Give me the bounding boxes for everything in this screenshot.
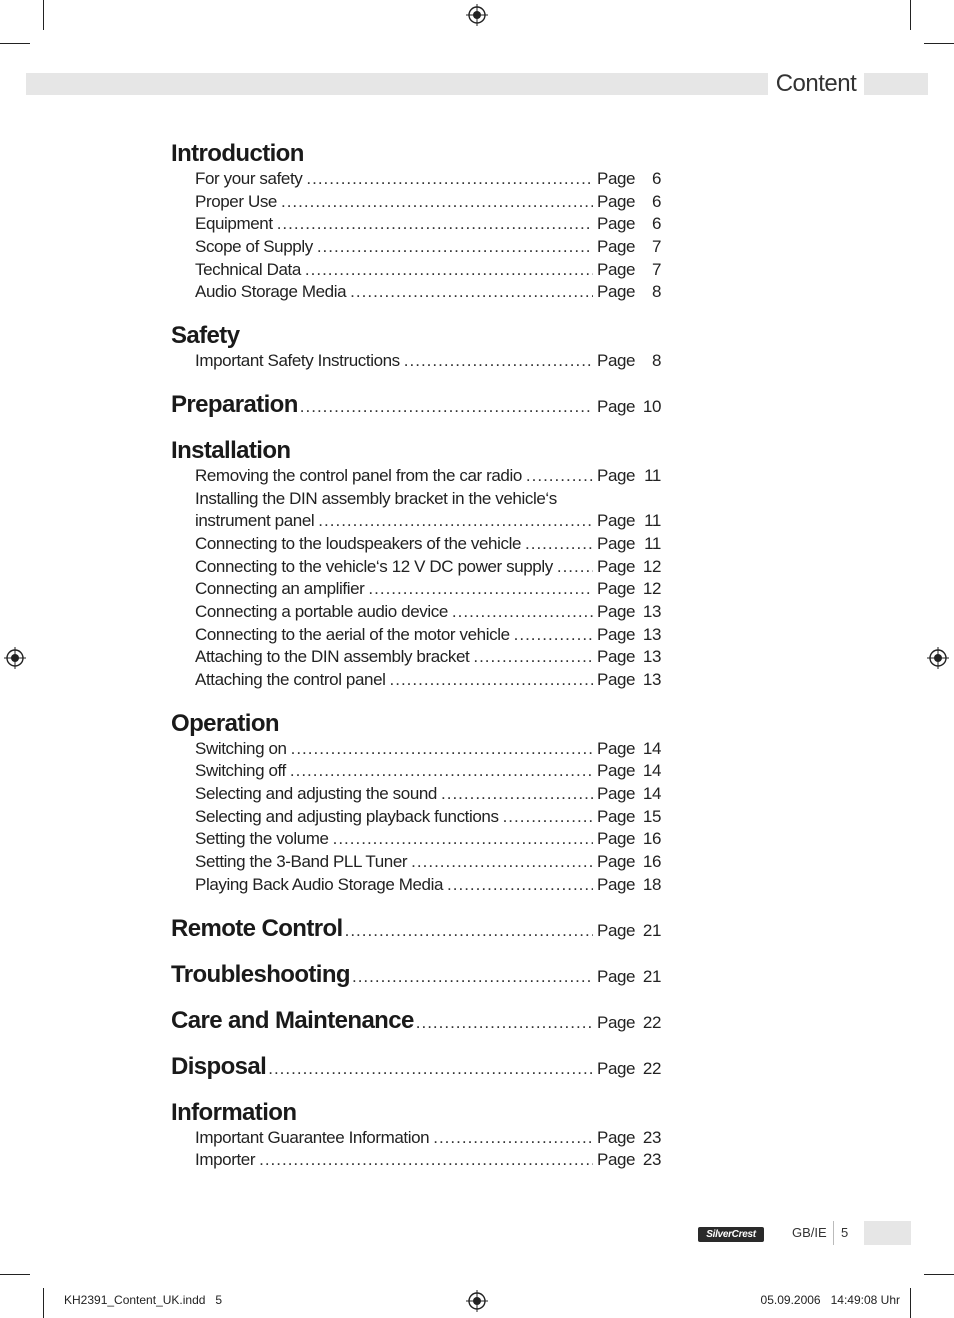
page-word: Page — [597, 601, 636, 621]
header-bar — [26, 73, 768, 95]
page-number: 14 — [642, 784, 661, 804]
toc-entry[interactable] — [171, 191, 661, 214]
toc-entry[interactable] — [171, 851, 661, 874]
toc-entry-label: Attaching the control panel — [195, 670, 386, 689]
section-heading: Installation — [171, 436, 291, 464]
toc-entry[interactable] — [171, 783, 661, 806]
toc-entry[interactable] — [171, 350, 661, 373]
page-word: Page — [597, 533, 636, 553]
leader-dots — [281, 191, 593, 214]
toc-entry[interactable] — [171, 874, 661, 897]
page-number: 21 — [642, 966, 661, 986]
page-number: 10 — [642, 396, 661, 416]
brand-logo: SilverCrest — [698, 1227, 764, 1242]
page-number: 6 — [651, 214, 661, 234]
toc-entry-label: Installing the DIN assembly bracket in the vehicle‘s — [195, 488, 557, 508]
leader-dots — [557, 556, 593, 579]
leader-dots — [441, 783, 593, 806]
page-title: Content — [775, 70, 857, 97]
leader-dots — [352, 963, 593, 991]
page-word: Page — [597, 1150, 636, 1170]
page-word: Page — [597, 761, 636, 781]
toc-entry[interactable] — [171, 624, 661, 647]
leader-dots — [452, 601, 593, 624]
section-heading: Safety — [171, 322, 240, 350]
toc-section-preparation[interactable] — [171, 391, 661, 419]
page-word: Page — [597, 259, 636, 279]
toc-entry-label: Setting the 3-Band PLL Tuner — [195, 852, 408, 872]
toc-entry-label: Equipment — [195, 214, 273, 234]
leader-dots — [318, 510, 593, 533]
page-word: Page — [597, 556, 636, 576]
page-word: Page — [597, 1058, 636, 1078]
page-word: Page — [597, 1127, 636, 1147]
toc-entry[interactable] — [171, 259, 661, 282]
page-number: 8 — [651, 351, 661, 371]
toc-entry[interactable] — [171, 168, 661, 191]
toc-entry[interactable] — [171, 1127, 661, 1150]
page-word: Page — [597, 852, 636, 872]
leader-dots — [268, 1055, 593, 1083]
page-word: Page — [597, 465, 636, 485]
crop-mark-bottom-left-h — [0, 1274, 30, 1275]
toc-entry[interactable] — [171, 601, 661, 624]
crop-mark-bottom-right-v — [910, 1288, 911, 1318]
page-word: Page — [597, 647, 636, 667]
section-heading: Remote Control — [171, 914, 343, 942]
crop-mark-bottom-left-v — [43, 1288, 44, 1318]
leader-dots — [433, 1127, 593, 1150]
page-word: Page — [597, 579, 636, 599]
toc-entry[interactable] — [171, 510, 661, 533]
toc-entry-label: Connecting to the loudspeakers of the vehicle — [195, 533, 522, 553]
leader-dots — [411, 851, 593, 874]
toc-section-introduction — [171, 140, 661, 304]
leader-dots — [291, 738, 593, 761]
page-number: 8 — [651, 282, 661, 302]
page-number: 6 — [651, 169, 661, 188]
toc-entry-label: Audio Storage Media — [195, 282, 347, 302]
page-word: Page — [597, 351, 636, 371]
toc-entry-label: Connecting an amplifier — [195, 579, 365, 599]
toc-entry[interactable] — [171, 828, 661, 851]
page-number: 11 — [644, 465, 661, 485]
toc-entry[interactable] — [171, 281, 661, 304]
toc-section-operation — [171, 710, 661, 897]
toc-entry[interactable] — [171, 556, 661, 579]
page-number: 21 — [642, 920, 661, 940]
registration-crosshair-icon — [4, 647, 26, 669]
leader-dots — [368, 578, 593, 601]
language-code: GB/IE — [792, 1225, 827, 1240]
toc-entry-label: Technical Data — [195, 259, 301, 279]
toc-section-troubleshooting[interactable] — [171, 961, 661, 989]
toc-entry-label: Importer — [195, 1150, 256, 1170]
toc-entry-label: Scope of Supply — [195, 237, 313, 257]
page-number: 23 — [642, 1150, 661, 1170]
toc-section-safety — [171, 322, 661, 373]
leader-dots — [416, 1009, 593, 1037]
section-heading: Information — [171, 1098, 297, 1126]
page-word: Page — [597, 966, 636, 986]
page-number: 14 — [642, 761, 661, 781]
toc-entry[interactable] — [171, 669, 661, 692]
page-word: Page — [597, 829, 636, 849]
section-heading: Preparation — [171, 390, 298, 418]
page-number: 13 — [642, 624, 661, 644]
page-number: 23 — [642, 1127, 661, 1147]
page-word: Page — [597, 191, 636, 211]
registration-crosshair-icon — [927, 647, 949, 669]
leader-dots — [447, 874, 593, 897]
page-word: Page — [597, 784, 636, 804]
toc-entry-label: Playing Back Audio Storage Media — [195, 874, 444, 894]
leader-dots — [526, 465, 593, 488]
page-word: Page — [597, 214, 636, 234]
leader-dots — [300, 393, 593, 421]
toc-entry-label: Setting the volume — [195, 829, 329, 849]
leader-dots — [306, 168, 593, 191]
toc-entry-label: Selecting and adjusting playback functions — [195, 806, 499, 826]
page-word: Page — [597, 396, 636, 416]
leader-dots — [503, 806, 593, 829]
toc-entry-label: Switching on — [195, 738, 287, 758]
toc-entry[interactable] — [171, 213, 661, 236]
toc-entry-label: For your safety — [195, 169, 303, 188]
toc-entry-label: Connecting a portable audio device — [195, 601, 448, 621]
page-number: 22 — [642, 1012, 661, 1032]
page-number: 6 — [651, 191, 661, 211]
registration-crosshair-icon — [466, 1290, 488, 1312]
leader-dots — [290, 760, 593, 783]
page-number: 18 — [642, 874, 661, 894]
page-number: 16 — [642, 852, 661, 872]
print-slug-timestamp: 05.09.2006 14:49:08 Uhr — [760, 1293, 900, 1307]
page-word: Page — [597, 511, 636, 531]
toc-section-care-and-maintenance[interactable] — [171, 1007, 661, 1035]
leader-dots — [305, 259, 593, 282]
section-heading: Disposal — [171, 1052, 267, 1080]
page-word: Page — [597, 874, 636, 894]
toc-entry[interactable] — [171, 236, 661, 259]
page-number: 13 — [642, 647, 661, 667]
page-word: Page — [597, 670, 636, 689]
crop-mark-top-left-h — [0, 43, 30, 44]
leader-dots — [525, 533, 593, 556]
page-number: 13 — [642, 601, 661, 621]
page-word: Page — [597, 738, 636, 758]
page-number: 12 — [642, 579, 661, 599]
toc-entry-label: instrument panel — [195, 511, 315, 531]
leader-dots — [350, 281, 593, 304]
page-word: Page — [597, 169, 636, 188]
page-number: 13 — [642, 670, 661, 689]
toc-entry-label: Attaching to the DIN assembly bracket — [195, 647, 470, 667]
toc-entry-label: Selecting and adjusting the sound — [195, 784, 437, 804]
toc-entry-label: Removing the control panel from the car radio — [195, 465, 522, 485]
toc-section-information — [171, 1099, 661, 1172]
page-word: Page — [597, 920, 636, 940]
toc-section-disposal[interactable] — [171, 1053, 661, 1081]
page-word: Page — [597, 282, 636, 302]
toc-entry-label: Connecting to the vehicle‘s 12 V DC power supply — [195, 556, 553, 576]
toc-entry[interactable] — [171, 488, 661, 511]
page-number: 11 — [644, 511, 661, 531]
crop-mark-top-right-h — [924, 43, 954, 44]
toc-entry[interactable] — [171, 806, 661, 829]
toc-section-installation — [171, 437, 661, 692]
header-bar-end — [864, 73, 928, 95]
registration-crosshair-icon — [466, 4, 488, 26]
leader-dots — [277, 213, 593, 236]
leader-dots — [345, 917, 593, 945]
page-number-footer: 5 — [841, 1225, 849, 1240]
leader-dots — [259, 1149, 593, 1172]
leader-dots — [317, 236, 593, 259]
page-number: 7 — [651, 237, 661, 257]
page-number: 14 — [642, 738, 661, 758]
crop-mark-bottom-right-h — [924, 1274, 954, 1275]
crop-mark-top-left-v — [43, 0, 44, 30]
toc-entry-label: Switching off — [195, 761, 286, 781]
toc-entry[interactable] — [171, 578, 661, 601]
toc-entry[interactable] — [171, 1149, 661, 1172]
toc-entry[interactable] — [171, 533, 661, 556]
print-slug-file: KH2391_Content_UK.indd 5 — [64, 1293, 223, 1307]
leader-dots — [514, 624, 593, 647]
toc-entry-label: Connecting to the aerial of the motor vehicle — [195, 624, 510, 644]
page-word: Page — [597, 806, 636, 826]
footer-divider — [833, 1221, 834, 1245]
leader-dots — [390, 669, 593, 692]
page-number: 22 — [642, 1058, 661, 1078]
page-number: 7 — [651, 259, 661, 279]
table-of-contents — [171, 140, 661, 1172]
page-number: 15 — [642, 806, 661, 826]
toc-section-remote-control[interactable] — [171, 915, 661, 943]
toc-entry[interactable] — [171, 465, 661, 488]
page-word: Page — [597, 237, 636, 257]
section-heading: Operation — [171, 709, 279, 737]
page-word: Page — [597, 624, 636, 644]
page-word: Page — [597, 1012, 636, 1032]
page-number: 16 — [642, 829, 661, 849]
section-heading: Introduction — [171, 140, 304, 167]
page-number: 12 — [642, 556, 661, 576]
crop-mark-top-right-v — [910, 0, 911, 30]
toc-entry-label: Proper Use — [195, 191, 277, 211]
leader-dots — [473, 646, 593, 669]
section-heading: Care and Maintenance — [171, 1006, 414, 1034]
leader-dots — [404, 350, 593, 373]
page-number: 11 — [644, 533, 661, 553]
footer-bar-end — [864, 1221, 911, 1245]
toc-entry[interactable] — [171, 738, 661, 761]
toc-entry[interactable] — [171, 646, 661, 669]
toc-entry-label: Important Safety Instructions — [195, 351, 400, 371]
section-heading: Troubleshooting — [171, 960, 350, 988]
toc-entry-label: Important Guarantee Information — [195, 1127, 430, 1147]
toc-entry[interactable] — [171, 760, 661, 783]
leader-dots — [333, 828, 593, 851]
